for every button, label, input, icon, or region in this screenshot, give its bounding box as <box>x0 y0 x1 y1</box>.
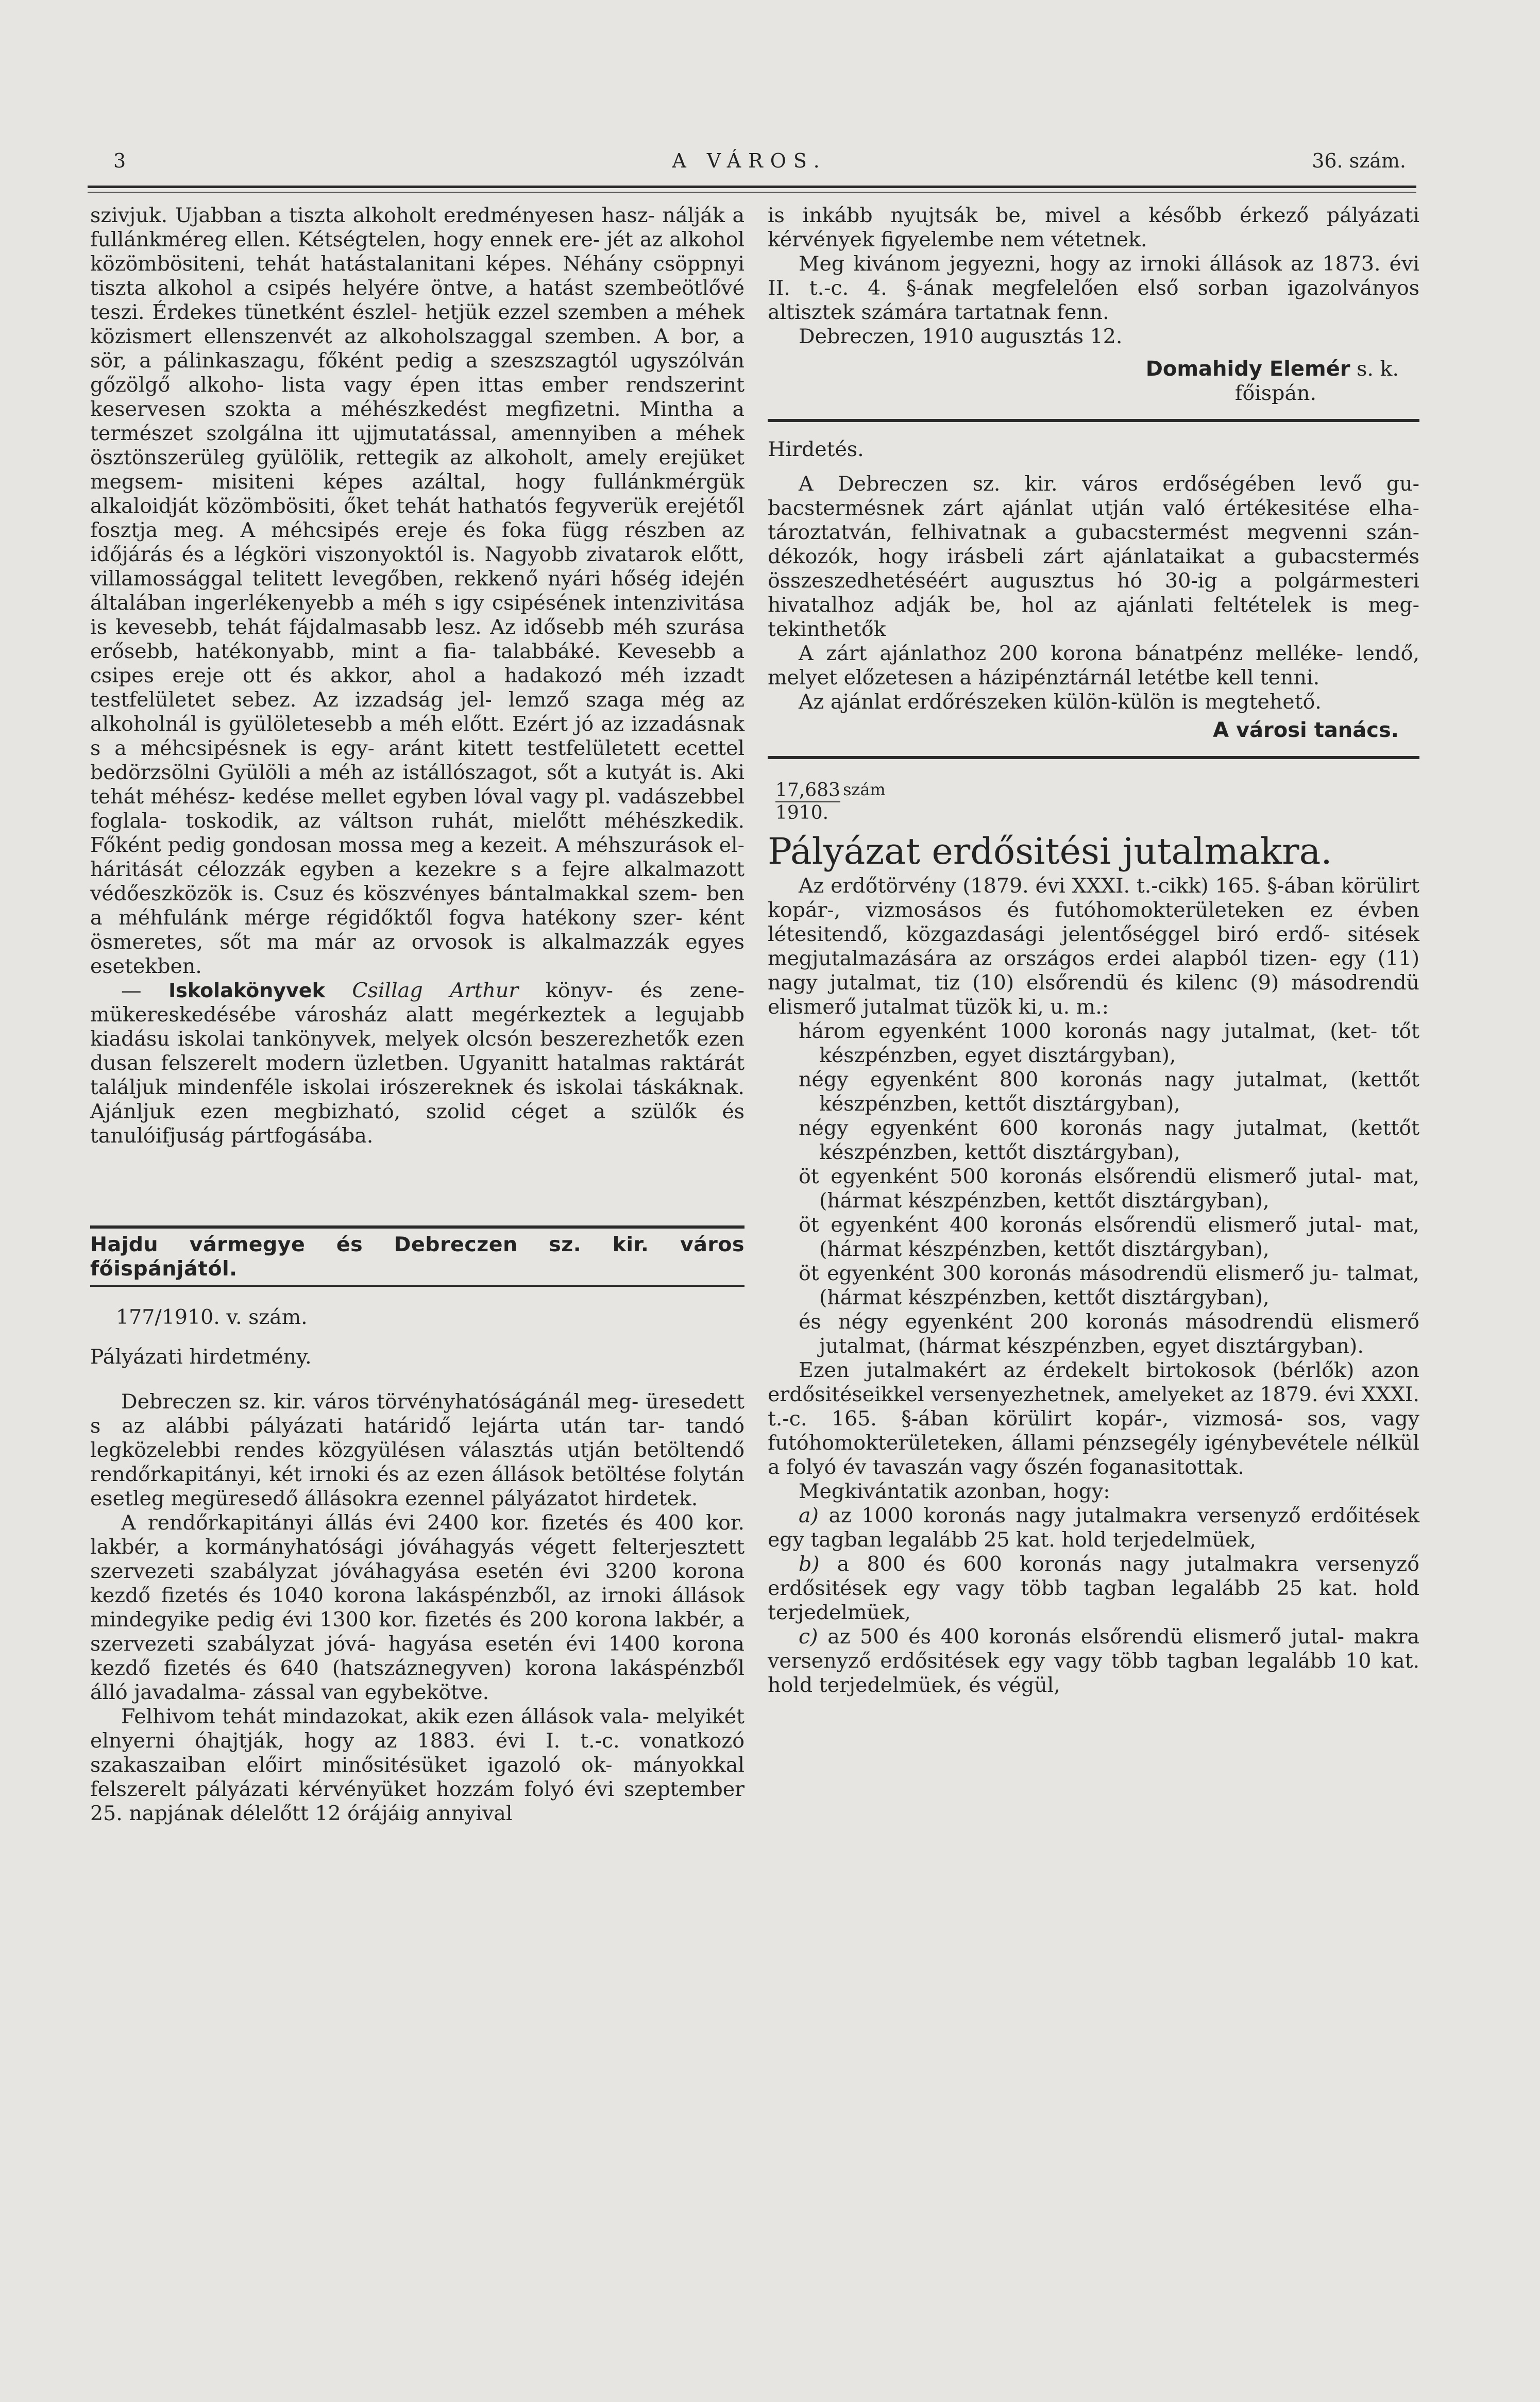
section-rule-top <box>90 1225 744 1229</box>
page-header <box>93 144 1406 180</box>
condition-item <box>768 1552 1419 1625</box>
reference-suffix: szám <box>843 780 886 799</box>
condition-item <box>768 1625 1419 1698</box>
ad-paragraph: A Debreczen sz. kir. város erdőségében levő gu- bacstermésnek zárt ajánlat utján való értékesitése elha- tároztatván, felhivatnak a gubacstermést megvenni szán- dékozók, hogy irásbeli zárt ajánlataikat a gubacstermés összeszedhetéséért augusztus hó 30-ig a polgármesteri hivatalhoz adják be, hol az ajánlati feltételek is meg- tekinthetők <box>768 472 1419 641</box>
ad-paragraph <box>90 979 744 1148</box>
tender-paragraph: Ezen jutalmakért az érdekelt birtokosok (bérlők) azon erdősitéseikkel versenyezhetnek, amelyeket az 1879. évi XXXI. t.-c. 165. §-ában körülirt kopár-, vizmosá- sos, vagy futóhomokterületeken, állami pénzsegély igénybevétele nélkül a folyó év tavaszán vagy őszén foganasitottak. <box>768 1358 1419 1479</box>
ad-title: Hirdetés. <box>768 438 864 461</box>
notice-paragraph: A rendőrkapitányi állás évi 2400 kor. fizetés és 400 kor. lakbér, a kormányhatósági jóváhagyás végett felterjesztett szervezeti szabályzat jóváhagyása esetén évi 3200 korona kezdő fizetés és 1040 korona lakáspénzből, az irnoki állások mindegyike pedig évi 1300 kor. fizetés és 200 korona lakbér, a szervezeti szabályzat jóvá- hagyása esetén évi 1400 korona kezdő fizetés és 640 (hatszáznegyven) korona lakáspénzből álló javadalma- zással van egybekötve. <box>90 1511 744 1704</box>
ad-paragraph: A zárt ajánlathoz 200 korona bánatpénz melléke- lendő, melyet előzetesen a házipénztárnál letétbe kell tenni. <box>768 642 1419 690</box>
header-rule-thin <box>88 192 1416 193</box>
signer-suffix: s. k. <box>1357 357 1399 381</box>
condition-label: b) <box>799 1552 820 1576</box>
tender-intro: Az erdőtörvény (1879. évi XXXI. t.-cikk) 165. §-ában körülirt kopár-, vizmosásos és futóhomokterületeken ez évben létesitendő, közgazdasági jelentőséggel biró erdő- sitések megjutalmazására az országos erdei alapból tizen- egy (11) nagy jutalmat, tiz (10) elsőrendü és kilenc (9) másodrendü elismerő jutalmat tüzök ki, u. m.: <box>768 874 1419 1019</box>
ad-text: könyv- és zene- mükereskedésébe városház alatt megérkeztek a legujabb kiadásu iskolai tankönyvek, melyek olcsón beszerezhetők ezen dusan felszerelt modern üzletben. Ugyanitt hatalmas raktárát találjuk mindenféle iskolai irószereknek és iskolai táskáknak. Ajánljuk ezen megbizható, szolid céget a szülők és tanulóifjuság pártfogásába. <box>90 979 745 1148</box>
reference-bottom: 1910. <box>775 802 829 824</box>
award-item: öt egyenként 300 koronás másodrendü elismerő ju- talmat, (hármat készpénzben, kettőt disztárgyban), <box>799 1262 1419 1309</box>
continuation-text: Meg kivánom jegyezni, hogy az irnoki állások az 1873. évi II. t.-c. 4. §-ának megfelelően első sorban igazolványos altisztek számára tartatnak fenn. <box>768 252 1419 324</box>
newspaper-title: A VÁROS. <box>672 149 827 172</box>
section-rule <box>768 756 1419 759</box>
condition-item <box>768 1504 1419 1552</box>
ad-signer <box>768 718 1419 743</box>
signature-line <box>768 357 1419 381</box>
notice-paragraph: Debreczen sz. kir. város törvényhatóságánál meg- üresedett s az alábbi pályázati határidő lejárta után tar- tandó legközelebbi rendes közgyülésen választás utján betöltendő rendőrkapitányi, két irnoki és az ezen állások betöltése folytán esetleg megüresedő állásokra ezennel pályázatot hirdetek. <box>90 1390 744 1510</box>
signer-name: Domahidy Elemér <box>1145 357 1350 381</box>
signer-title: főispán. <box>1234 381 1316 405</box>
section-rule-bottom <box>90 1285 744 1287</box>
award-item: négy egyenként 800 koronás nagy jutalmat, (kettőt készpénzben, kettőt disztárgyban), <box>799 1068 1419 1116</box>
award-item: öt egyenként 400 koronás elsőrendü elismerő jutal- mat, (hármat készpénzben, kettőt disztárgyban), <box>799 1213 1419 1261</box>
header-rule <box>88 186 1416 188</box>
article-text: szivjuk. Ujabban a tiszta alkoholt eredményesen hasz- nálják a fullánkméreg ellen. Kétségtelen, hogy ennek ere- jét az alkohol közömbösiteni, tehát hatástalanitani képes. Néhány csöppnyi tiszta alkohol a csipés helyére öntve, a hatást szembeötlővé teszi. Érdekes tünetként észlel- hetjük ezzel szemben a méhek közismert ellenszenvét az alkoholszaggal szemben. A bor, a sör, a pálinkaszagu, főként pedig a szeszszagtól ugyszólván gőzölgő alkoho- lista vagy épen ittas ember rendszerint keservesen szokta a méhészkedést megfizetni. Mintha a természet szolgálna itt ujjmutatással, amennyiben a méhek ösztönszerüleg gyülölik, rettegik az alkoholt, amely erejüket megsem- misiteni képes azáltal, hogy fullánkmérgük alkaloidját közömbösiti, őket tehát hathatós fegyverük erejétől fosztja meg. A méhcsipés ereje és foka függ részben az időjárás és a légköri viszonyoktól is. Nagyobb zivatarok előtt, villamossággal telitett levegőben, rekkenő nyári hőség idején általában ingerlékenyebb a méh s igy csipésének intenzivitása is kevesebb, tehát fájdalmasabb lesz. Az idősebb méh szurása erősebb, hatékonyabb, mint a fia- talabbáké. Kevesebb a csipes ereje ott és akkor, ahol a hadakozó méh izzadt testfelületet sebez. Az izzadság jel- lemző szaga még az alkoholnál is gyülöletesebb a méh előtt. Ezért jó az izzadásnak s a méhcsipésnek is egy- aránt kitett testfelületett ecettel bedörzsölni Gyülöli a méh az istállószagot, sőt a kutyát is. Aki tehát méhész- kedése mellet egyben lóval vagy pl. vadászebbel foglala- toskodik, az váltson ruhát, mielőtt méhészkedik. Főként pedig gondosan mossa meg a kezeit. A méhszurások el- háritását célozzák egyben a kezekre s a fejre alkalmazott védőeszközök is. Csuz és köszvényes bántalmakkal szem- ben a méhfulánk mérge régidőktől fogva hatékony szer- ként ösmeretes, sőt ma már az orvosok is alkalmazzák egyes esetekben. <box>90 204 744 978</box>
notice-paragraph: Felhivom tehát mindazokat, akik ezen állások vala- melyikét elnyerni óhajtják, hogy az 1883. évi I. t.-c. vonatkozó szakaszaiban előirt minősitésüket igazoló ok- mányokkal felszerelt pályázati kérvényüket hozzám folyó évi szeptember 25. napjának délelőtt 12 órájáig annyival <box>90 1705 744 1825</box>
award-item: öt egyenként 500 koronás elsőrendü elismerő jutal- mat, (hármat készpénzben, kettőt disztárgyban), <box>799 1165 1419 1213</box>
award-item: és négy egyenként 200 koronás másodrendü elismerő jutalmat, (hármat készpénzben, egyet disztárgyban). <box>799 1310 1419 1358</box>
page-number: 3 <box>113 149 126 172</box>
ad-dash: — <box>121 979 142 1002</box>
notice-title: Pályázati hirdetmény. <box>90 1345 312 1369</box>
section-rule <box>768 419 1419 422</box>
condition-label: a) <box>799 1504 819 1527</box>
section-heading: Hajdu vármegye és Debreczen sz. kir. város főispánjától. <box>90 1233 744 1281</box>
award-item: három egyenként 1000 koronás nagy jutalmat, (ket- tőt készpénzben, egyet disztárgyban), <box>799 1019 1419 1067</box>
condition-label: c) <box>799 1625 818 1649</box>
condition-text: az 1000 koronás nagy jutalmakra versenyző erdőitések egy tagban legalább 25 kat. hold terjedelmüek, <box>768 1504 1420 1552</box>
ad-brand: Iskolakönyvek <box>168 979 325 1002</box>
ad-signer-name: A városi tanács. <box>1213 718 1399 742</box>
ad-shop-name: Csillag Arthur <box>352 979 519 1002</box>
award-item: négy egyenként 600 koronás nagy jutalmat, (kettőt készpénzben, kettőt disztárgyban), <box>799 1116 1419 1164</box>
continuation-text: is inkább nyujtsák be, mivel a később érkező pályázati kérvények figyelembe nem vétetnek. <box>768 204 1419 251</box>
left-column <box>90 204 744 1826</box>
condition-text: a 800 és 600 koronás nagy jutalmakra versenyző erdősitések egy vagy több tagban legalább 25 kat. hold terjedelmüek, <box>768 1552 1419 1624</box>
ad-paragraph: Az ajánlat erdőrészeken külön-külön is megtehető. <box>799 690 1322 714</box>
reference-top: 17,683 <box>775 780 840 802</box>
tender-paragraph: Megkivántatik azonban, hogy: <box>799 1480 1110 1503</box>
reference-fraction <box>775 780 840 824</box>
notice-date: Debreczen, 1910 augusztás 12. <box>799 325 1123 348</box>
right-column <box>768 204 1419 1698</box>
condition-text: az 500 és 400 koronás elsőrendü elismerő jutal- makra versenyző erdősitések egy vagy több tagban legalább 10 kat. hold terjedelmüek, és végül, <box>768 1625 1420 1697</box>
issue-number: 36. szám. <box>1312 149 1406 172</box>
reference-number <box>775 780 1419 824</box>
tender-title: Pályázat erdősitési jutalmakra. <box>768 830 1332 872</box>
reference-number: 177/1910. v. szám. <box>116 1305 308 1329</box>
